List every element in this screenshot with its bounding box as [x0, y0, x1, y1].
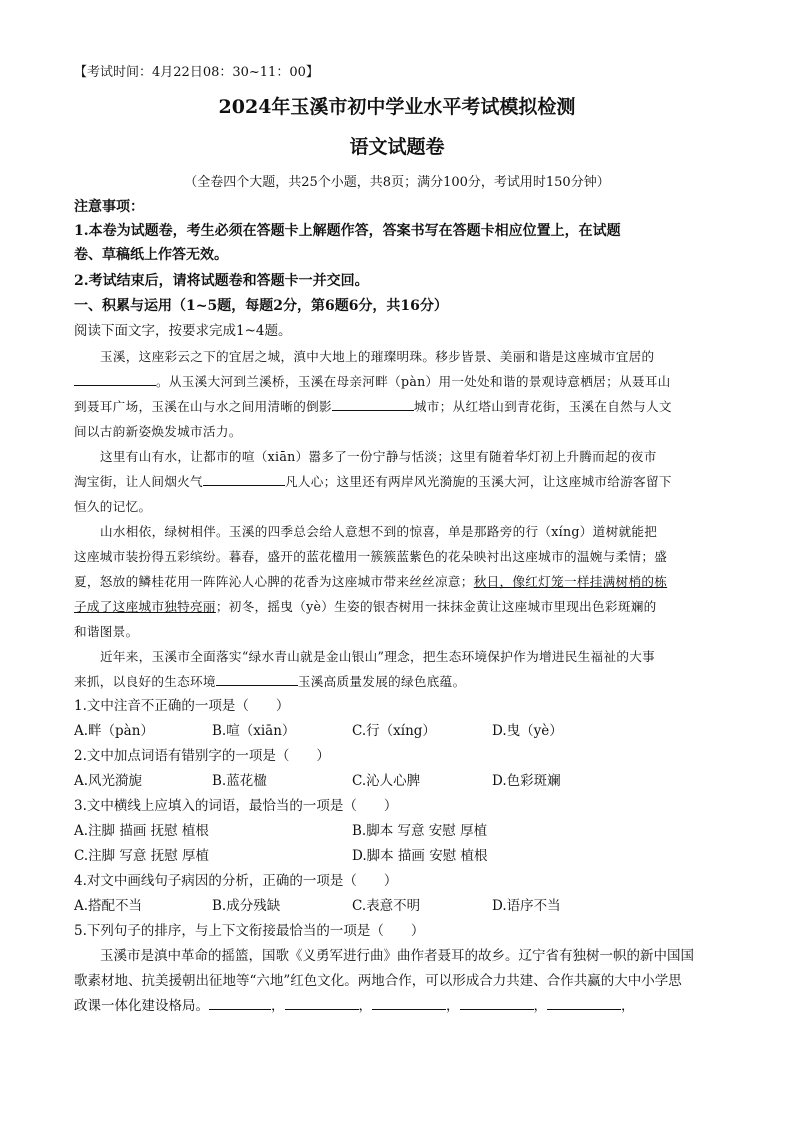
question-4-option-d[interactable]: D.语序不当 — [492, 898, 561, 914]
question-2-option-a[interactable]: A.风光漪旎 — [74, 773, 143, 789]
question-5-passage-line-2: 歌素材地、抗美援朝出征地等“六地”红色文化。两地合作，可以形成合力共建、合作共赢的大中小学思 — [74, 973, 682, 989]
passage-p2-line-3: 恒久的记忆。 — [74, 499, 152, 514]
paper-subtitle: （全卷四个大题，共25个小题，共8页；满分100分，考试用时150分钟） — [184, 175, 610, 190]
passage-p3-line-4: 子成了这座城市独特亮丽；初冬，摇曳（yè）生姿的银杏树用一抹抹金黄让这座城市里现出色彩斑斓的 — [74, 599, 657, 614]
notice-item-1-line-2: 卷、草稿纸上作答无效。 — [74, 247, 228, 263]
fill-blank-4[interactable] — [216, 673, 298, 686]
passage-p1-line-1: 玉溪，这座彩云之下的宜居之城，滇中大地上的璀璨明珠。移步皆景、美丽和谐是这座城市宜居的 — [100, 349, 655, 364]
q5-blank-1[interactable] — [209, 997, 271, 1010]
exam-title: 2024年玉溪市初中学业水平考试模拟检测 — [218, 96, 576, 118]
notice-item-2: 2.考试结束后，请将试题卷和答题卡一并交回。 — [74, 273, 369, 289]
exam-time: 【考试时间：4月22日08：30~11：00】 — [74, 65, 319, 80]
question-3-option-c[interactable]: C.注脚 写意 抚慰 厚植 — [74, 848, 210, 864]
question-3-option-d[interactable]: D.脚本 描画 安慰 植根 — [352, 848, 488, 864]
passage-p1-line-2: 。从玉溪大河到兰溪桥，玉溪在母亲河畔（pàn）用一处处和谐的景观诗意栖居；从聂耳山 — [74, 372, 671, 391]
passage-p4-line-2: 来抓，以良好的生态环境 玉溪高质量发展的绿色底蕴。 — [74, 674, 466, 689]
fill-blank-1[interactable] — [74, 373, 156, 386]
section-1-heading: 一、积累与运用（1~5题，每题2分，第6题6分，共16分） — [74, 298, 448, 314]
notice-heading: 注意事项： — [74, 199, 144, 215]
question-5-passage-line-3: 政课一体化建设格局。 ， ， ， ， ， — [74, 998, 635, 1014]
question-2-option-b[interactable]: B.蓝花楹 — [212, 773, 267, 789]
paper-title: 语文试题卷 — [349, 136, 445, 158]
q5-blank-2[interactable] — [285, 997, 359, 1010]
question-1-option-c[interactable]: C.行（xíng） — [352, 723, 436, 739]
question-4-stem: 4.对文中画线句子病因的分析，正确的一项是（ ） — [74, 873, 398, 889]
passage-p4-line-1: 近年来，玉溪市全面落实“绿水青山就是金山银山”理念，把生态环境保护作为增进民生福祉的大事 — [100, 649, 656, 664]
question-3-stem: 3.文中横线上应填入的词语，最恰当的一项是（ ） — [74, 798, 398, 814]
underlined-sentence-part-1: 秋日，像红灯笼一样挂满树梢的栋 — [473, 574, 668, 589]
question-1-option-a[interactable]: A.畔（pàn） — [74, 723, 154, 739]
q5-blank-3[interactable] — [372, 997, 446, 1010]
notice-item-1-line-1: 1.本卷为试题卷，考生必须在答题卡上解题作答，答案书写在答题卡相应位置上，在试题 — [74, 223, 621, 239]
question-1-option-b[interactable]: B.喧（xiān） — [212, 723, 296, 739]
passage-p2-line-1: 这里有山有水，让都市的喧（xiān）嚣多了一份宁静与恬淡；这里有随着华灯初上升腾而起的夜市 — [100, 449, 657, 464]
question-4-option-b[interactable]: B.成分残缺 — [212, 898, 281, 914]
passage-p3-line-2: 这座城市装扮得五彩缤纷。暮春，盛开的蓝花楹用一簇簇蓝紫色的花朵映衬出这座城市的温婉与柔情；盛 — [74, 549, 668, 564]
question-1-stem: 1.文中注音不正确的一项是（ ） — [74, 698, 290, 714]
passage-p1-line-4: 间以古韵新姿焕发城市活力。 — [74, 424, 242, 439]
passage-p3-line-3: 夏，怒放的鳞桂花用一阵阵沁人心脾的花香为这座城市带来丝丝凉意；秋日，像红灯笼一样挂满树梢的栋 — [74, 574, 668, 589]
question-4-option-c[interactable]: C.表意不明 — [352, 898, 421, 914]
question-3-option-a[interactable]: A.注脚 描画 抚慰 植根 — [74, 823, 209, 839]
question-2-option-d[interactable]: D.色彩斑斓 — [492, 773, 561, 789]
question-5-passage-line-1: 玉溪市是滇中革命的摇篮，国歌《义勇军进行曲》曲作者聂耳的故乡。辽宁省有独树一帜的新中国国 — [100, 948, 694, 964]
section-1-instruction: 阅读下面文字，按要求完成1~4题。 — [74, 323, 292, 339]
question-2-option-c[interactable]: C.沁人心脾 — [352, 773, 421, 789]
question-5-stem: 5.下列句子的排序，与上下文衔接最恰当的一项是（ ） — [74, 923, 425, 939]
question-3-option-b[interactable]: B.脚本 写意 安慰 厚植 — [352, 823, 488, 839]
passage-p3-line-5: 和谐图景。 — [74, 624, 139, 639]
question-1-option-d[interactable]: D.曳（yè） — [492, 723, 563, 739]
passage-p2-line-2: 淘宝街，让人间烟火气 凡人心；这里还有两岸风光漪旎的玉溪大河，让这座城市给游客留下 — [74, 474, 672, 489]
question-2-stem: 2.文中加点词语有错别字的一项是（ ） — [74, 748, 330, 764]
q5-blank-4[interactable] — [460, 997, 534, 1010]
fill-blank-2[interactable] — [332, 398, 414, 411]
passage-p3-line-1: 山水相依，绿树相伴。玉溪的四季总会给人意想不到的惊喜，单是那路旁的行（xíng）道树就能把 — [100, 524, 658, 539]
question-4-option-a[interactable]: A.搭配不当 — [74, 898, 143, 914]
fill-blank-3[interactable] — [203, 473, 285, 486]
q5-blank-5[interactable] — [547, 997, 621, 1010]
passage-p1-line-3: 到聂耳广场，玉溪在山与水之间用清晰的倒影 城市；从红塔山到青花街，玉溪在自然与人文 — [74, 399, 672, 414]
underlined-sentence-part-2: 子成了这座城市独特亮丽 — [74, 599, 216, 614]
